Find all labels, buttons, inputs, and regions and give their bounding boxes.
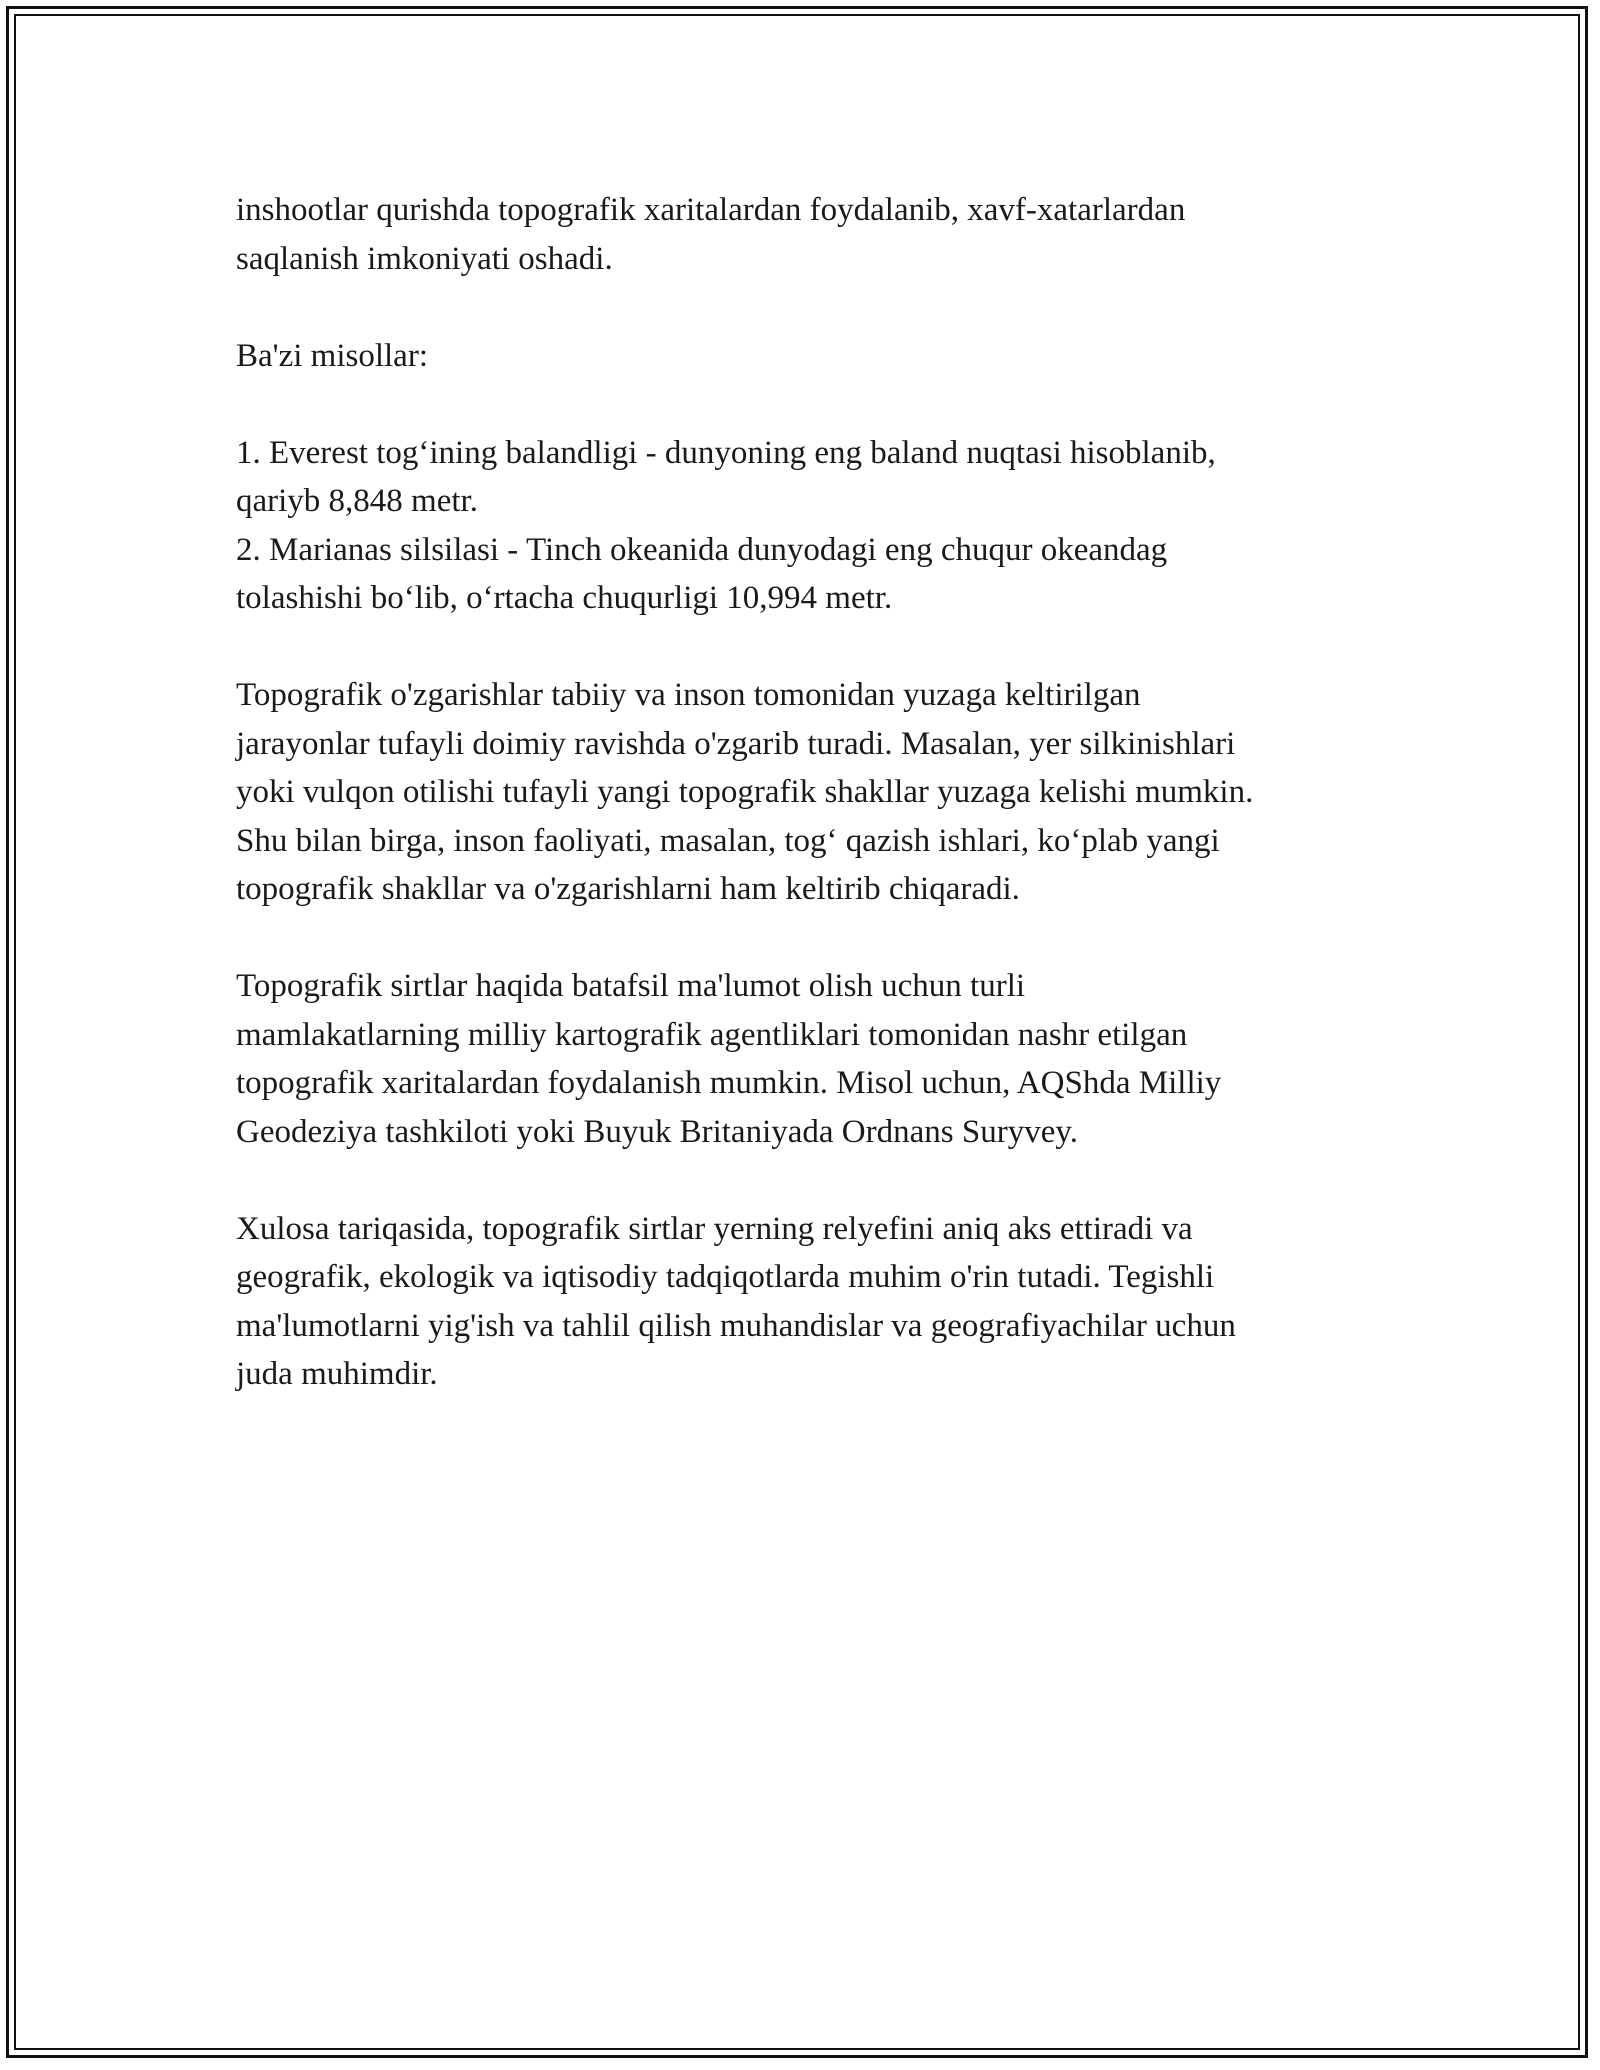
text-line: Geodeziya tashkiloti yoki Buyuk Britaniyada Ordnans Suryvey. [236, 1113, 1078, 1150]
document-body [236, 186, 1396, 1399]
paragraph-sources [236, 962, 1396, 1156]
text-line: Shu bilan birga, inson faoliyati, masalan, tog‘ qazish ishlari, ko‘plab yangi [236, 822, 1220, 859]
text-line: geografik, ekologik va iqtisodiy tadqiqotlarda muhim o'rin tutadi. Tegishli [236, 1259, 1215, 1295]
text-line: topografik shakllar va o'zgarishlarni ham keltirib chiqaradi. [236, 871, 1020, 907]
text-line: saqlanish imkoniyati oshadi. [236, 240, 613, 277]
examples-heading [236, 332, 1396, 381]
text-line: mamlakatlarning milliy kartografik agentliklari tomonidan nashr etilgan [236, 1016, 1188, 1053]
list-item-2-line: 2. Marianas silsilasi - Tinch okeanida dunyodagi eng chuqur okeandag [236, 531, 1168, 568]
list-item-2-line: tolashishi bo‘lib, o‘rtacha chuqurligi 10,994 metr. [236, 580, 893, 616]
text-line: Topografik sirtlar haqida batafsil ma'lumot olish uchun turli [236, 968, 1026, 1004]
text-line: Xulosa tariqasida, topografik sirtlar yerning relyefini aniq aks ettiradi va [236, 1210, 1193, 1247]
text-line: juda muhimdir. [236, 1356, 438, 1392]
text-line: Ba'zi misollar: [236, 337, 428, 374]
list-item-1-line: qariyb 8,848 metr. [236, 483, 478, 519]
text-line: inshootlar qurishda topografik xaritalardan foydalanib, xavf-xatarlardan [236, 192, 1186, 228]
list-item-1-line: 1. Everest tog‘ining balandligi - dunyoning eng baland nuqtasi hisoblanib, [236, 434, 1216, 471]
paragraph-topographic-changes [236, 671, 1396, 914]
text-line: jarayonlar tufayli doimiy ravishda o'zgarib turadi. Masalan, yer silkinishlari [236, 725, 1236, 762]
text-line: topografik xaritalardan foydalanish mumkin. Misol uchun, AQShda Milliy [236, 1065, 1222, 1101]
paragraph-continuation [236, 186, 1396, 283]
text-line: yoki vulqon otilishi tufayli yangi topografik shakllar yuzaga kelishi mumkin. [236, 774, 1254, 810]
paragraph-conclusion [236, 1205, 1396, 1399]
examples-list [236, 429, 1396, 623]
text-line: ma'lumotlarni yig'ish va tahlil qilish muhandislar va geografiyachilar uchun [236, 1307, 1236, 1344]
text-line: Topografik o'zgarishlar tabiiy va inson tomonidan yuzaga keltirilgan [236, 677, 1141, 713]
